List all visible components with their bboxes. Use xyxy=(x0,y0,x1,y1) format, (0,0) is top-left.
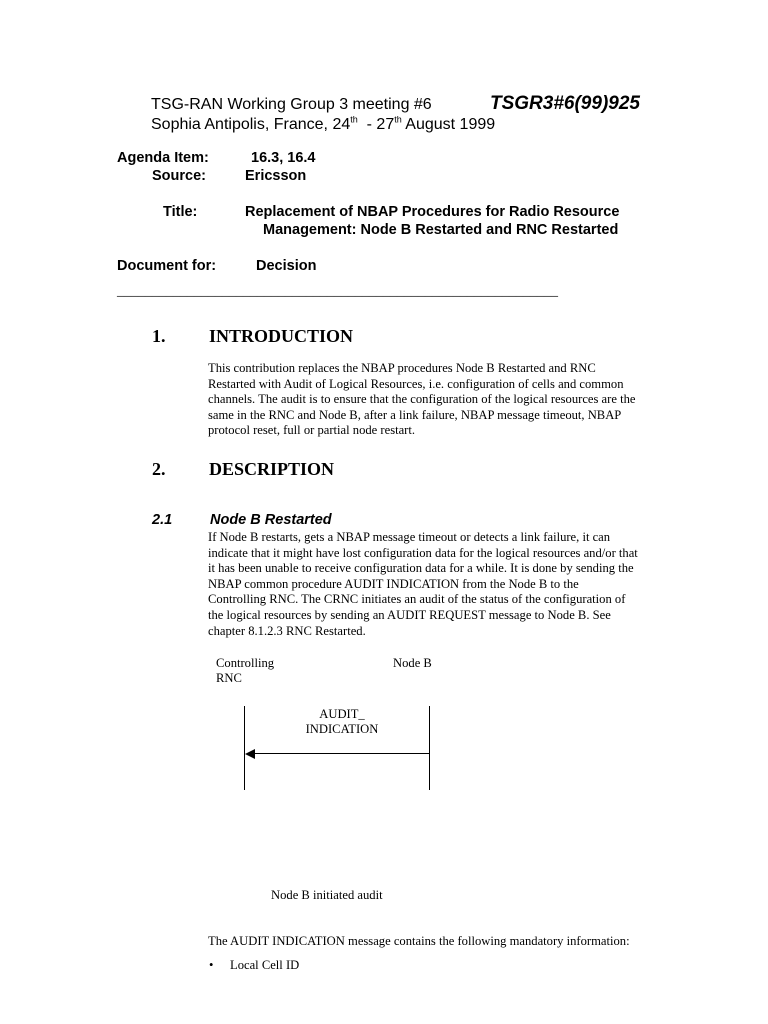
source-label: Source: xyxy=(152,168,206,184)
bullet-item: Local Cell ID xyxy=(230,958,300,972)
section-2-number: 2. xyxy=(152,459,166,479)
diagram-rnc-lifeline xyxy=(244,706,245,790)
document-for-value: Decision xyxy=(256,258,317,274)
diagram-node-b-label: Node B xyxy=(393,656,432,670)
section-1-number: 1. xyxy=(152,326,166,346)
subsection-2-1-heading: Node B Restarted xyxy=(210,512,332,528)
document-id: TSGR3#6(99)925 xyxy=(490,93,640,114)
agenda-value: 16.3, 16.4 xyxy=(251,150,316,166)
source-value: Ericsson xyxy=(245,168,307,184)
subsection-2-1-number: 2.1 xyxy=(152,512,173,528)
section-2-heading: DESCRIPTION xyxy=(209,459,335,479)
diagram-controlling-rnc-label: Controlling RNC xyxy=(216,656,275,685)
section-1-paragraph: This contribution replaces the NBAP procedures Node B Restarted and RNC Restarted with Audit of Logical Resources, i.e. configuration of cells and common channels. The audit is to ensure that the configuration of the logical resources are the same in the RNC and Node B, after a link failure, NBAP message timeout, NBAP protocol reset, full or partial node restart. xyxy=(208,361,636,438)
meeting-location: Sophia Antipolis, France, 24th - 27th August 1999 xyxy=(151,114,496,133)
audit-indication-intro: The AUDIT INDICATION message contains the following mandatory information: xyxy=(208,934,630,948)
diagram-node-b-lifeline xyxy=(429,706,430,790)
bullet-symbol: • xyxy=(209,958,214,972)
agenda-label: Agenda Item: xyxy=(117,150,209,166)
separator-line: _______________________________________________________________ xyxy=(117,284,558,299)
meeting-title: TSG-RAN Working Group 3 meeting #6 xyxy=(151,96,432,113)
document-for-label: Document for: xyxy=(117,258,217,274)
title-line-1: Replacement of NBAP Procedures for Radio Resource xyxy=(245,204,620,220)
diagram-arrow-head-icon xyxy=(245,749,255,759)
diagram-message-line xyxy=(254,753,430,754)
section-1-heading: INTRODUCTION xyxy=(209,326,354,346)
diagram-caption: Node B initiated audit xyxy=(271,888,383,902)
diagram-message-label: AUDIT_ INDICATION xyxy=(305,707,379,736)
subsection-2-1-paragraph: If Node B restarts, gets a NBAP message timeout or detects a link failure, it can indicate that it might have lost configuration data for the logical resources and/or that it has been unable to receive configuration data for a while. It is done by sending the NBAP common procedure AUDIT INDICATION from the Node B to the Controlling RNC. The CRNC initiates an audit of the status of the configuration of the logical resources by sending an AUDIT REQUEST message to Node B. See chapter 8.1.2.3 RNC Restarted. xyxy=(208,530,638,638)
title-line-2: Management: Node B Restarted and RNC Restarted xyxy=(263,222,619,238)
title-label: Title: xyxy=(163,204,198,220)
